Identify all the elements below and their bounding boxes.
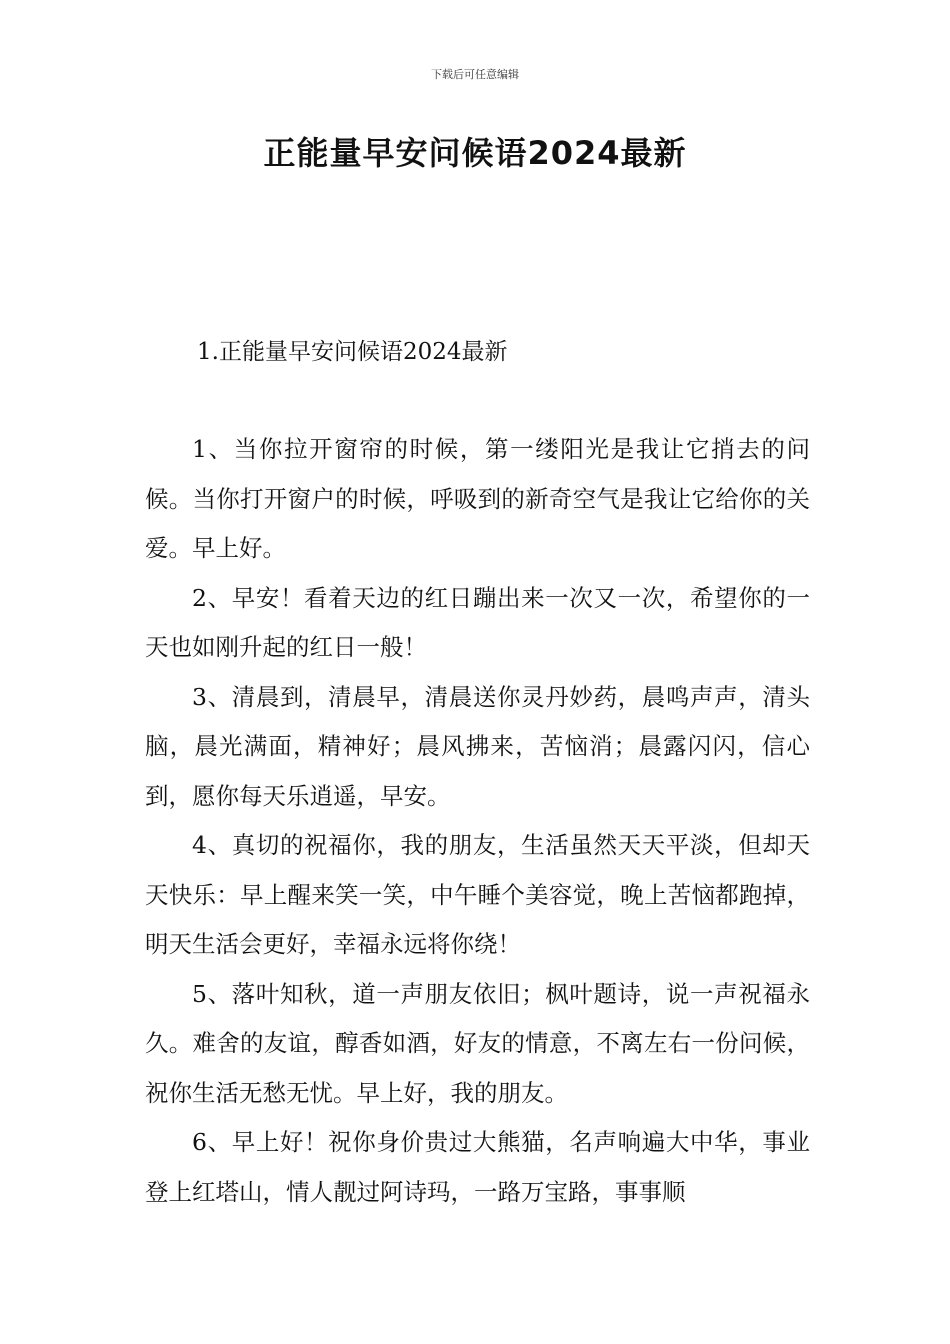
paragraph: 4、真切的祝福你，我的朋友，生活虽然天天平淡，但却天天快乐：早上醒来笑一笑，中午睡个美容觉，晚上苦恼都跑掉，明天生活会更好，幸福永远将你绕！	[145, 831, 810, 958]
section-heading: 1.正能量早安问候语2024最新	[197, 339, 508, 365]
document-title: 正能量早安问候语2024最新	[263, 134, 687, 172]
body-text	[145, 425, 810, 1217]
paragraph: 3、清晨到，清晨早，清晨送你灵丹妙药，晨鸣声声，清头脑，晨光满面，精神好；晨风拂来，苦恼消；晨露闪闪，信心到，愿你每天乐逍遥，早安。	[145, 682, 810, 810]
paragraph: 6、早上好！祝你身价贵过大熊猫，名声响遍大中华，事业登上红塔山，情人靓过阿诗玛，一路万宝路，事事顺	[145, 1128, 810, 1206]
paragraph: 1、当你拉开窗帘的时候，第一缕阳光是我让它捎去的问候。当你打开窗户的时候，呼吸到的新奇空气是我让它给你的关爱。早上好。	[145, 435, 810, 562]
header-note: 下载后可任意编辑	[431, 68, 519, 81]
paragraph: 5、落叶知秋，道一声朋友依旧；枫叶题诗，说一声祝福永久。难舍的友谊，醇香如酒，好友的情意，不离左右一份问候，祝你生活无愁无忧。早上好，我的朋友。	[145, 979, 810, 1107]
paragraph: 2、早安！看着天边的红日蹦出来一次又一次，希望你的一天也如刚升起的红日一般！	[145, 583, 810, 661]
